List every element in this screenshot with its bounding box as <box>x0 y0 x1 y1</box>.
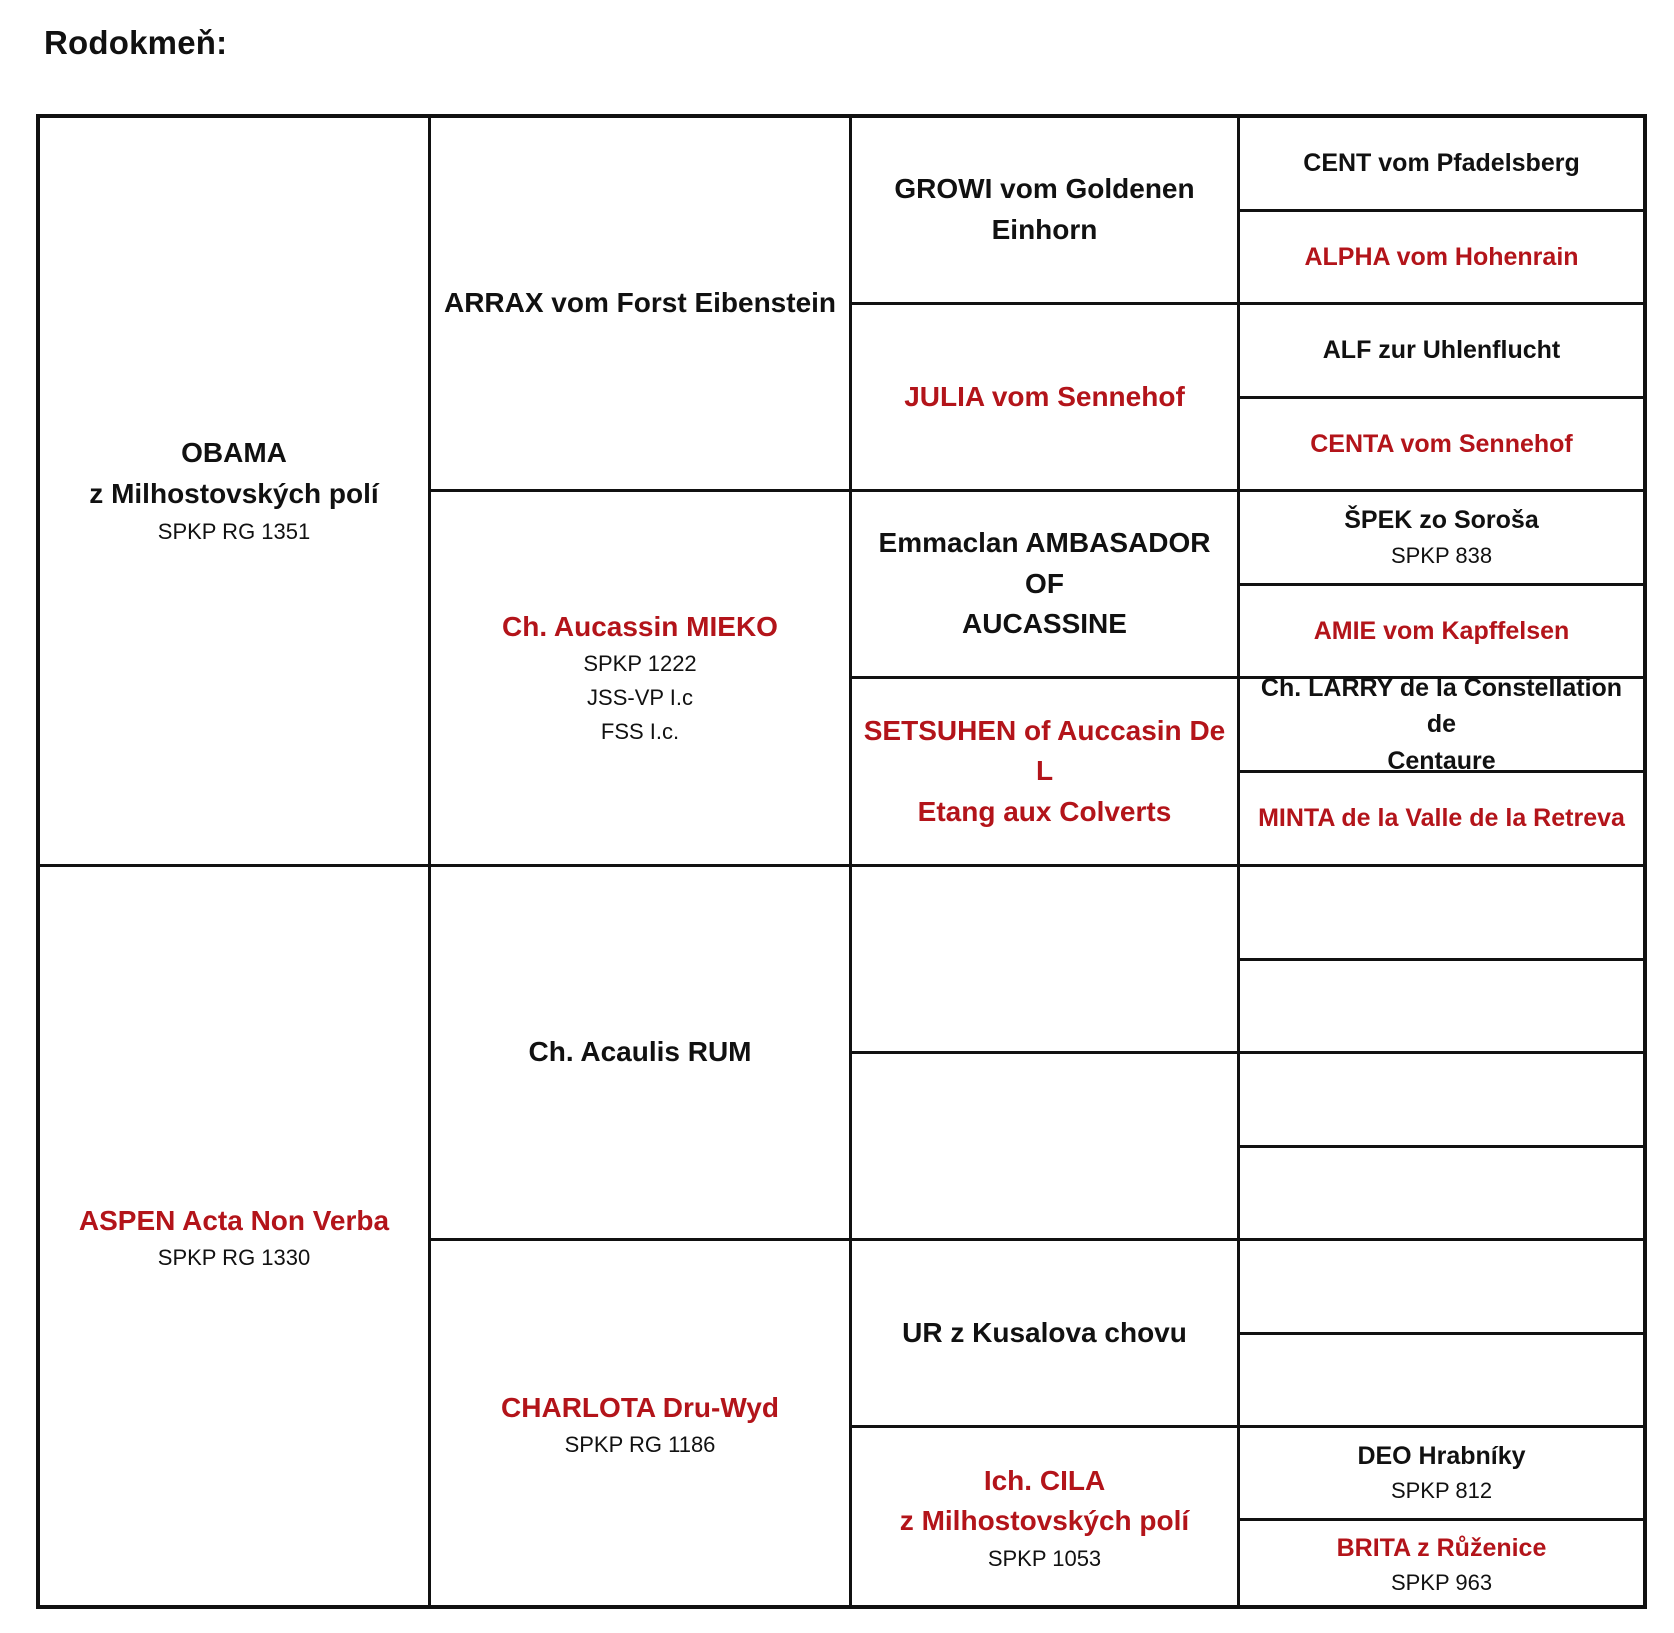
dam-dam-cell <box>431 1241 852 1609</box>
dam-dam-name: CHARLOTA Dru-Wyd <box>501 1391 779 1423</box>
empty-cell <box>1240 1054 1643 1148</box>
empty-cell <box>1240 1241 1643 1335</box>
g4-cell-7 <box>1240 674 1643 775</box>
sire-dam-sire-dam-name: AMIE vom Kapffelsen <box>1313 616 1570 645</box>
sire-dam-title-1: JSS-VP I.c <box>587 685 693 711</box>
dam-dam-registration: SPKP RG 1186 <box>564 1432 716 1458</box>
g4-cell-8 <box>1240 773 1643 867</box>
sire-dam-dam-name-line1: SETSUHEN of Auccasin De L <box>863 714 1226 787</box>
sire-dam-sire-name-line2: AUCASSINE <box>962 608 1127 640</box>
sire-dam-sire-name-line1: Emmaclan AMBASADOR OF <box>878 527 1211 599</box>
sire-cell <box>40 118 431 867</box>
dam-dam-dam-name-line1: Ich. CILA <box>983 1464 1106 1496</box>
dam-dam-dam-dam-name: BRITA z Růženice <box>1336 1533 1547 1562</box>
empty-cell <box>1240 1335 1643 1428</box>
g4-cell-15 <box>1240 1428 1643 1521</box>
sire-sire-dam-dam-name: CENTA vom Sennehof <box>1310 429 1573 458</box>
sire-sire-sire-name-line2: Einhorn <box>991 214 1098 245</box>
sire-dam-name: Ch. Aucassin MIEKO <box>502 610 778 642</box>
g4-cell-5 <box>1240 492 1643 586</box>
empty-cell <box>1240 961 1643 1054</box>
dam-dam-dam-dam-registration: SPKP 963 <box>1390 1570 1493 1596</box>
sire-sire-dam-sire-name: ALF zur Uhlenflucht <box>1322 336 1561 365</box>
sire-dam-sire-sire-registration: SPKP 838 <box>1390 542 1493 568</box>
dam-registration: SPKP RG 1330 <box>157 1245 311 1271</box>
dam-sire-cell <box>431 867 852 1241</box>
sire-sire-cell <box>431 118 852 492</box>
sire-name-line2: z Milhostovských polí <box>89 477 379 509</box>
g4-cell-1 <box>1240 118 1643 212</box>
dam-cell <box>40 867 431 1609</box>
g4-cell-2 <box>1240 212 1643 305</box>
dam-dam-dam-registration: SPKP 1053 <box>987 1546 1102 1572</box>
sire-sire-name: ARRAX vom Forst Eibenstein <box>443 287 837 319</box>
empty-cell <box>1240 867 1643 961</box>
pedigree-table <box>36 114 1647 1609</box>
sire-sire-dam-cell <box>852 305 1240 492</box>
g4-cell-6 <box>1240 586 1643 679</box>
sire-dam-sire-cell <box>852 492 1240 679</box>
sire-dam-sire-sire-name: ŠPEK zo Soroša <box>1344 506 1539 535</box>
dam-dam-dam-name-line2: z Milhostovských polí <box>899 1505 1190 1537</box>
sire-dam-dam-name-line2: Etang aux Colverts <box>917 795 1172 827</box>
dam-dam-dam-sire-name: DEO Hrabníky <box>1357 1441 1526 1470</box>
g4-cell-16 <box>1240 1521 1643 1609</box>
sire-sire-sire-sire-name: CENT vom Pfadelsberg <box>1303 149 1580 178</box>
sire-dam-dam-sire-name-line2: Centaure <box>1387 746 1496 775</box>
dam-dam-dam-sire-registration: SPKP 812 <box>1390 1478 1493 1504</box>
dam-dam-dam-cell <box>852 1428 1240 1609</box>
empty-cell <box>1240 1148 1643 1241</box>
sire-sire-sire-name-line1: GROWI vom Goldenen <box>894 173 1195 205</box>
empty-cell <box>852 1054 1240 1241</box>
dam-sire-name: Ch. Acaulis RUM <box>528 1036 752 1068</box>
sire-registration: SPKP RG 1351 <box>157 518 311 544</box>
page-title: Rodokmeň: <box>44 24 228 61</box>
sire-sire-sire-cell <box>852 118 1240 305</box>
g4-cell-3 <box>1240 305 1643 399</box>
sire-name-line1: OBAMA <box>181 437 287 469</box>
g4-cell-4 <box>1240 399 1643 492</box>
empty-cell <box>852 867 1240 1054</box>
dam-dam-sire-name: UR z Kusalova chovu <box>902 1316 1187 1348</box>
sire-sire-dam-name: JULIA vom Sennehof <box>904 380 1185 412</box>
sire-dam-title-2: FSS I.c. <box>600 719 680 745</box>
sire-dam-dam-dam-name: MINTA de la Valle de la Retreva <box>1258 804 1625 833</box>
sire-dam-registration: SPKP 1222 <box>583 651 697 677</box>
sire-sire-sire-dam-name: ALPHA vom Hohenrain <box>1304 242 1579 271</box>
sire-dam-dam-cell <box>852 679 1240 867</box>
sire-dam-cell <box>431 492 852 867</box>
dam-dam-sire-cell <box>852 1241 1240 1428</box>
sire-dam-dam-sire-name-line1: Ch. LARRY de la Constellation de <box>1260 674 1623 739</box>
dam-name: ASPEN Acta Non Verba <box>78 1204 390 1236</box>
